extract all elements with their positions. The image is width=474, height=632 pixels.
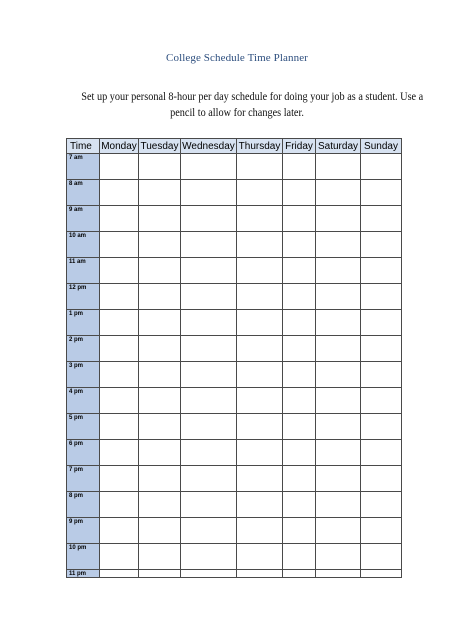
schedule-cell-wednesday[interactable] — [181, 388, 237, 414]
schedule-cell-sunday[interactable] — [361, 414, 402, 440]
table-row — [67, 336, 402, 362]
schedule-cell-saturday[interactable] — [316, 492, 361, 518]
schedule-cell-wednesday[interactable] — [181, 440, 237, 466]
time-slot-label: 2 pm — [67, 336, 100, 362]
schedule-cell-thursday[interactable] — [237, 518, 283, 544]
schedule-cell-saturday[interactable] — [316, 466, 361, 492]
column-header-wednesday: Wednesday — [182, 140, 235, 152]
time-slot-label: 9 pm — [67, 518, 100, 544]
schedule-cell-saturday[interactable] — [316, 362, 361, 388]
schedule-cell-thursday[interactable] — [237, 258, 283, 284]
schedule-cell-thursday[interactable] — [237, 206, 283, 232]
column-header-time: Time — [67, 139, 100, 154]
schedule-cell-monday[interactable] — [100, 388, 139, 414]
table-row — [67, 232, 402, 258]
schedule-cell-tuesday[interactable] — [139, 544, 181, 570]
schedule-cell-thursday[interactable] — [237, 336, 283, 362]
schedule-cell-sunday[interactable] — [361, 180, 402, 206]
schedule-cell-wednesday[interactable] — [181, 154, 237, 180]
schedule-cell-friday[interactable] — [283, 336, 316, 362]
schedule-cell-thursday[interactable] — [237, 466, 283, 492]
schedule-cell-wednesday[interactable] — [181, 258, 237, 284]
schedule-cell-saturday[interactable] — [316, 414, 361, 440]
table-row — [67, 466, 402, 492]
schedule-cell-sunday[interactable] — [361, 544, 402, 570]
schedule-cell-sunday[interactable] — [361, 362, 402, 388]
time-slot-label: 5 pm — [67, 414, 100, 440]
header-row — [67, 139, 402, 154]
schedule-cell-saturday[interactable] — [316, 388, 361, 414]
time-slot-label: 10 am — [67, 232, 100, 258]
schedule-cell-saturday[interactable] — [316, 232, 361, 258]
table-row — [67, 258, 402, 284]
schedule-cell-wednesday[interactable] — [181, 414, 237, 440]
schedule-cell-sunday[interactable] — [361, 284, 402, 310]
schedule-cell-friday[interactable] — [283, 570, 316, 578]
schedule-cell-sunday[interactable] — [361, 570, 402, 578]
time-slot-label: 7 am — [67, 154, 100, 180]
time-slot-label: 12 pm — [67, 284, 100, 310]
schedule-cell-tuesday[interactable] — [139, 232, 181, 258]
table-row — [67, 570, 402, 578]
table-row — [67, 310, 402, 336]
schedule-cell-tuesday[interactable] — [139, 310, 181, 336]
schedule-cell-thursday[interactable] — [237, 440, 283, 466]
schedule-cell-wednesday[interactable] — [181, 180, 237, 206]
schedule-cell-tuesday[interactable] — [139, 362, 181, 388]
schedule-cell-friday[interactable] — [283, 258, 316, 284]
schedule-cell-friday[interactable] — [283, 206, 316, 232]
schedule-cell-friday[interactable] — [283, 440, 316, 466]
schedule-table — [66, 138, 402, 578]
schedule-cell-tuesday[interactable] — [139, 284, 181, 310]
schedule-cell-tuesday[interactable] — [139, 388, 181, 414]
schedule-cell-tuesday[interactable] — [139, 466, 181, 492]
schedule-cell-monday[interactable] — [100, 362, 139, 388]
schedule-cell-saturday[interactable] — [316, 544, 361, 570]
table-row — [67, 284, 402, 310]
instructions-line-2: pencil to allow for changes later. — [170, 107, 304, 119]
time-slot-label: 3 pm — [67, 362, 100, 388]
schedule-cell-friday[interactable] — [283, 518, 316, 544]
schedule-cell-friday[interactable] — [283, 154, 316, 180]
schedule-cell-wednesday[interactable] — [181, 336, 237, 362]
schedule-cell-tuesday[interactable] — [139, 206, 181, 232]
column-header-saturday: Saturday — [316, 139, 361, 154]
schedule-cell-sunday[interactable] — [361, 154, 402, 180]
schedule-cell-monday[interactable] — [100, 544, 139, 570]
schedule-cell-saturday[interactable] — [316, 440, 361, 466]
schedule-cell-tuesday[interactable] — [139, 518, 181, 544]
schedule-cell-tuesday[interactable] — [139, 258, 181, 284]
schedule-cell-friday[interactable] — [283, 362, 316, 388]
time-slot-label: 11 am — [67, 258, 100, 284]
schedule-cell-thursday[interactable] — [237, 414, 283, 440]
instructions-paragraph — [81, 89, 424, 121]
column-header-tuesday: Tuesday — [139, 139, 181, 154]
schedule-cell-monday[interactable] — [100, 154, 139, 180]
time-slot-label: 10 pm — [67, 544, 100, 570]
table-row — [67, 492, 402, 518]
page-title: College Schedule Time Planner — [166, 52, 308, 64]
schedule-cell-thursday[interactable] — [237, 544, 283, 570]
schedule-cell-thursday[interactable] — [237, 232, 283, 258]
schedule-cell-saturday[interactable] — [316, 154, 361, 180]
schedule-cell-friday[interactable] — [283, 310, 316, 336]
schedule-cell-tuesday[interactable] — [139, 180, 181, 206]
schedule-cell-saturday[interactable] — [316, 336, 361, 362]
schedule-cell-monday[interactable] — [100, 518, 139, 544]
schedule-cell-sunday[interactable] — [361, 206, 402, 232]
schedule-cell-thursday[interactable] — [237, 388, 283, 414]
schedule-cell-tuesday[interactable] — [139, 414, 181, 440]
time-slot-label: 6 pm — [67, 440, 100, 466]
schedule-cell-wednesday[interactable] — [181, 518, 237, 544]
schedule-cell-sunday[interactable] — [361, 258, 402, 284]
schedule-cell-monday[interactable] — [100, 232, 139, 258]
schedule-cell-thursday[interactable] — [237, 310, 283, 336]
schedule-cell-saturday[interactable] — [316, 570, 361, 578]
schedule-cell-thursday[interactable] — [237, 362, 283, 388]
time-slot-label: 1 pm — [67, 310, 100, 336]
schedule-cell-sunday[interactable] — [361, 388, 402, 414]
schedule-body — [67, 154, 402, 578]
schedule-cell-tuesday[interactable] — [139, 440, 181, 466]
schedule-cell-monday[interactable] — [100, 310, 139, 336]
time-slot-label: 8 pm — [67, 492, 100, 518]
schedule-cell-tuesday[interactable] — [139, 154, 181, 180]
instructions-line-1: Set up your personal 8-hour per day schedule for doing your job as a student. Use a — [81, 91, 424, 103]
schedule-cell-monday[interactable] — [100, 440, 139, 466]
schedule-cell-wednesday[interactable] — [181, 232, 237, 258]
table-row — [67, 414, 402, 440]
schedule-cell-monday[interactable] — [100, 206, 139, 232]
table-row — [67, 206, 402, 232]
schedule-cell-monday[interactable] — [100, 258, 139, 284]
column-header-monday: Monday — [101, 140, 137, 152]
table-row — [67, 440, 402, 466]
schedule-cell-monday[interactable] — [100, 180, 139, 206]
schedule-cell-wednesday[interactable] — [181, 362, 237, 388]
schedule-cell-friday[interactable] — [283, 284, 316, 310]
schedule-cell-sunday[interactable] — [361, 466, 402, 492]
schedule-cell-sunday[interactable] — [361, 440, 402, 466]
schedule-cell-wednesday[interactable] — [181, 466, 237, 492]
time-slot-label: 9 am — [67, 206, 100, 232]
schedule-cell-saturday[interactable] — [316, 284, 361, 310]
schedule-cell-thursday[interactable] — [237, 284, 283, 310]
schedule-cell-tuesday[interactable] — [139, 492, 181, 518]
schedule-cell-saturday[interactable] — [316, 206, 361, 232]
table-row — [67, 154, 402, 180]
schedule-cell-wednesday[interactable] — [181, 206, 237, 232]
schedule-cell-saturday[interactable] — [316, 180, 361, 206]
table-row — [67, 388, 402, 414]
schedule-cell-tuesday[interactable] — [139, 336, 181, 362]
schedule-cell-friday[interactable] — [283, 388, 316, 414]
schedule-cell-wednesday[interactable] — [181, 570, 237, 578]
table-row — [67, 544, 402, 570]
schedule-cell-monday[interactable] — [100, 466, 139, 492]
time-slot-label: 8 am — [67, 180, 100, 206]
schedule-cell-thursday[interactable] — [237, 492, 283, 518]
schedule-cell-sunday[interactable] — [361, 232, 402, 258]
schedule-cell-thursday[interactable] — [237, 180, 283, 206]
schedule-cell-monday[interactable] — [100, 336, 139, 362]
schedule-cell-wednesday[interactable] — [181, 492, 237, 518]
schedule-cell-friday[interactable] — [283, 544, 316, 570]
schedule-cell-tuesday[interactable] — [139, 570, 181, 578]
schedule-cell-sunday[interactable] — [361, 336, 402, 362]
time-slot-label: 4 pm — [67, 388, 100, 414]
schedule-cell-wednesday[interactable] — [181, 284, 237, 310]
schedule-cell-sunday[interactable] — [361, 492, 402, 518]
schedule-cell-saturday[interactable] — [316, 518, 361, 544]
schedule-cell-wednesday[interactable] — [181, 544, 237, 570]
schedule-cell-friday[interactable] — [283, 414, 316, 440]
schedule-cell-friday[interactable] — [283, 492, 316, 518]
schedule-cell-friday[interactable] — [283, 180, 316, 206]
table-row — [67, 518, 402, 544]
schedule-cell-saturday[interactable] — [316, 310, 361, 336]
schedule-cell-monday[interactable] — [100, 414, 139, 440]
schedule-cell-thursday[interactable] — [237, 154, 283, 180]
table-row — [67, 180, 402, 206]
column-header-friday: Friday — [283, 139, 316, 154]
schedule-cell-thursday[interactable] — [237, 570, 283, 578]
schedule-cell-friday[interactable] — [283, 466, 316, 492]
column-header-sunday: Sunday — [361, 139, 402, 154]
schedule-cell-sunday[interactable] — [361, 310, 402, 336]
schedule-cell-saturday[interactable] — [316, 258, 361, 284]
schedule-cell-friday[interactable] — [283, 232, 316, 258]
time-slot-label: 7 pm — [67, 466, 100, 492]
schedule-cell-monday[interactable] — [100, 570, 139, 578]
time-slot-label: 11 pm — [67, 570, 100, 578]
schedule-cell-sunday[interactable] — [361, 518, 402, 544]
schedule-cell-monday[interactable] — [100, 492, 139, 518]
schedule-cell-wednesday[interactable] — [181, 310, 237, 336]
column-header-thursday: Thursday — [237, 139, 283, 154]
schedule-cell-monday[interactable] — [100, 284, 139, 310]
table-row — [67, 362, 402, 388]
